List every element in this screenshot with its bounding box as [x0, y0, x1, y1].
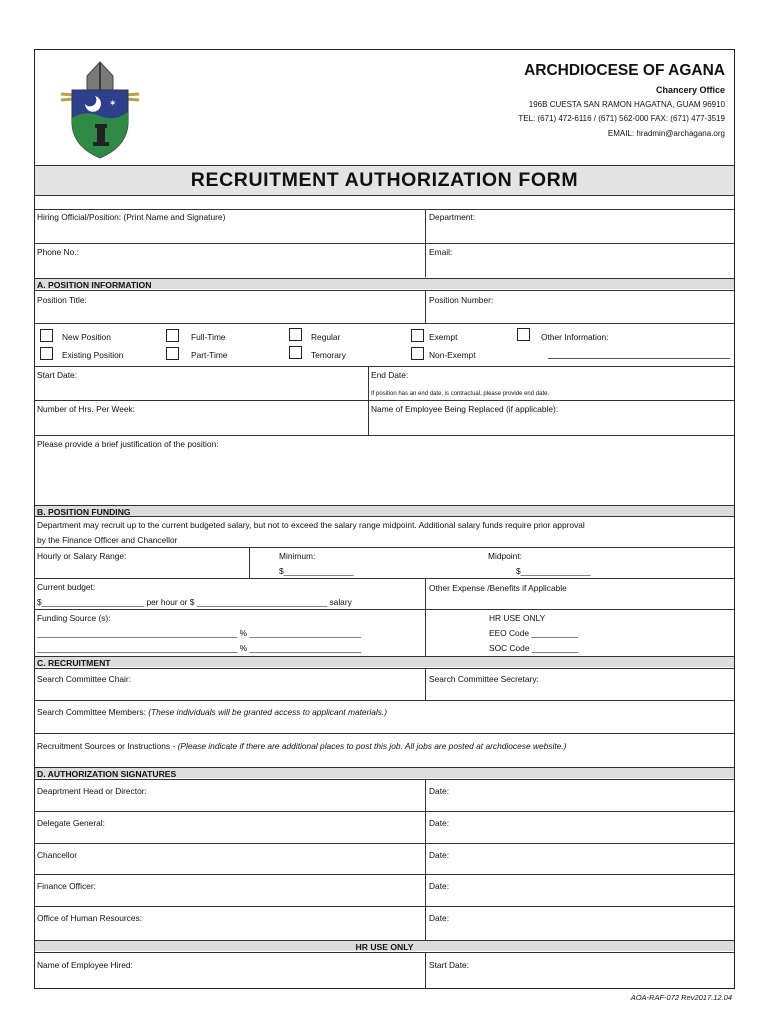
phone-field[interactable]: Phone No.: [37, 247, 79, 257]
org-name: ARCHDIOCESE OF AGANA [524, 62, 725, 79]
new-position-checkbox[interactable] [40, 329, 53, 342]
funding-note-line2: by the Finance Officer and Chancellor [37, 535, 178, 545]
salary-range-label: Hourly or Salary Range: [37, 551, 127, 561]
end-date-field[interactable]: End Date: [371, 370, 409, 380]
part-time-label: Part-Time [191, 350, 228, 360]
section-c-band [35, 657, 734, 667]
recruitment-sources-field[interactable] [37, 741, 566, 751]
temporary-checkbox[interactable] [289, 346, 302, 359]
soc-code-field[interactable]: SOC Code __________ [489, 643, 579, 653]
section-d-heading: D. AUTHORIZATION SIGNATURES [37, 769, 177, 779]
hr-use-only-label: HR USE ONLY [489, 613, 546, 623]
position-number-field[interactable]: Position Number: [429, 295, 494, 305]
search-members-field[interactable] [37, 707, 387, 717]
current-budget-input[interactable]: $______________________ per hour or $ ____________________________ salary [37, 597, 352, 607]
employee-replaced-field[interactable]: Name of Employee Being Replaced (if applicable): [371, 404, 559, 414]
temporary-label: Temorary [311, 350, 346, 360]
recruitment-sources-note: (Please indicate if there are additional places to post this job. All jobs are posted at archdiocese website.) [177, 741, 567, 751]
funding-note-line1: Department may recruit up to the current budgeted salary, but not to exceed the salary range midpoint. Additional salary funds require prior approval [37, 520, 585, 530]
hired-start-date-field[interactable]: Start Date: [429, 960, 470, 970]
recruitment-sources-label: Recruitment Sources or Instructions - [37, 741, 178, 751]
finance-officer-signature-field[interactable]: Finance Officer: [37, 881, 96, 891]
other-information-line[interactable] [548, 358, 730, 359]
start-date-field[interactable]: Start Date: [37, 370, 78, 380]
end-date-note: If position has an end date, is contractual, please provide end date. [371, 391, 550, 397]
search-secretary-field[interactable]: Search Committee Secretary: [429, 674, 539, 684]
form-title-band [35, 165, 734, 195]
archdiocese-coat-of-arms-icon [55, 60, 145, 160]
section-b-band [35, 506, 734, 516]
non-exempt-checkbox[interactable] [411, 347, 424, 360]
regular-label: Regular [311, 332, 341, 342]
part-time-checkbox[interactable] [166, 347, 179, 360]
section-a-heading: A. POSITION INFORMATION [37, 280, 152, 290]
chancellor-signature-field[interactable]: Chancellor [37, 850, 78, 860]
section-b-heading: B. POSITION FUNDING [37, 507, 131, 517]
other-information-label: Other Information: [541, 332, 609, 342]
chancellor-date-field[interactable]: Date: [429, 850, 450, 860]
dept-head-date-field[interactable]: Date: [429, 786, 450, 796]
delegate-general-signature-field[interactable]: Delegate General: [37, 818, 105, 828]
hiring-official-field[interactable]: Hiring Official/Position: (Print Name and Signature) [37, 212, 226, 222]
funding-source-input-1[interactable]: ___________________________________________ % ________________________ [37, 628, 362, 638]
section-c-heading: C. RECRUITMENT [37, 658, 111, 668]
dept-head-signature-field[interactable]: Deaprtment Head or Director: [37, 786, 147, 796]
minimum-input[interactable]: $_______________ [279, 566, 354, 576]
form-code: AOA-RAF-072 Rev2017.12.04 [630, 993, 732, 1002]
email-field[interactable]: Email: [429, 247, 453, 257]
midpoint-input[interactable]: $_______________ [516, 566, 591, 576]
funding-source-input-2[interactable]: ___________________________________________ % ________________________ [37, 643, 362, 653]
existing-position-checkbox[interactable] [40, 347, 53, 360]
full-time-label: Full-Time [191, 332, 226, 342]
office-email: EMAIL: hradmin@archagana.org [607, 129, 725, 138]
form-title: RECRUITMENT AUTHORIZATION FORM [190, 169, 579, 191]
eeo-code-field[interactable]: EEO Code __________ [489, 628, 578, 638]
office-address: 196B CUESTA SAN RAMON HAGATNA, GUAM 96910 [528, 100, 725, 109]
finance-officer-date-field[interactable]: Date: [429, 881, 450, 891]
delegate-general-date-field[interactable]: Date: [429, 818, 450, 828]
search-members-note: (These individuals will be granted access to applicant materials.) [148, 707, 388, 717]
search-members-label: Search Committee Members: [37, 707, 149, 717]
current-budget-label: Current budget: [37, 582, 96, 592]
existing-position-label: Existing Position [62, 350, 124, 360]
office-phone-fax: TEL: (671) 472-6116 / (671) 562-000 FAX: (671) 477-3519 [518, 114, 725, 123]
new-position-label: New Position [62, 332, 111, 342]
justification-field[interactable]: Please provide a brief justification of the position: [37, 439, 219, 449]
employee-hired-field[interactable]: Name of Employee Hired: [37, 960, 133, 970]
hr-only-heading: HR USE ONLY [355, 942, 414, 952]
minimum-label: Minimum: [279, 551, 316, 561]
svg-text:✶: ✶ [109, 99, 117, 109]
midpoint-label: Midpoint: [488, 551, 522, 561]
hours-per-week-field[interactable]: Number of Hrs. Per Week: [37, 404, 136, 414]
exempt-checkbox[interactable] [411, 329, 424, 342]
regular-checkbox[interactable] [289, 328, 302, 341]
full-time-checkbox[interactable] [166, 329, 179, 342]
non-exempt-label: Non-Exempt [429, 350, 476, 360]
department-field[interactable]: Department: [429, 212, 476, 222]
hr-office-date-field[interactable]: Date: [429, 913, 450, 923]
funding-source-label: Funding Source (s): [37, 613, 111, 623]
office-name: Chancery Office [655, 85, 725, 95]
exempt-label: Exempt [429, 332, 458, 342]
position-title-field[interactable]: Position Title: [37, 295, 87, 305]
hr-office-signature-field[interactable]: Office of Human Resources: [37, 913, 143, 923]
other-expense-field[interactable]: Other Expense /Benefits if Applicable [429, 583, 567, 593]
search-chair-field[interactable]: Search Committee Chair: [37, 674, 132, 684]
other-information-checkbox[interactable] [517, 328, 530, 341]
